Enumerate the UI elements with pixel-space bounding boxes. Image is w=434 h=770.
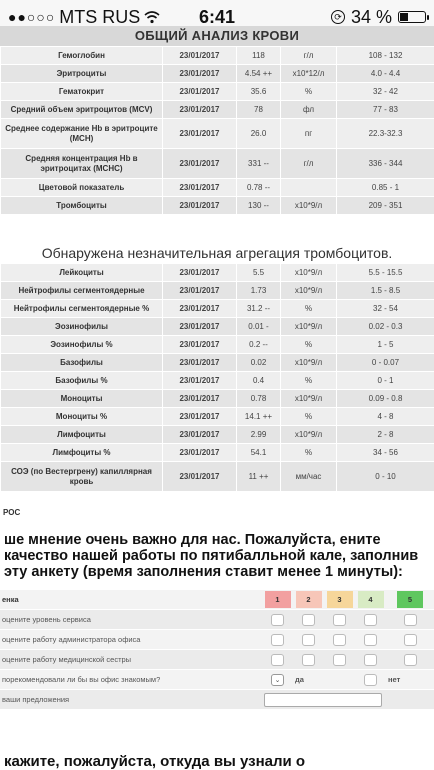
- result-value: 331 --: [237, 149, 281, 179]
- result-unit: %: [281, 83, 337, 101]
- score-label: 4: [358, 591, 384, 608]
- score-label: 1: [265, 591, 291, 608]
- rating-cell: [324, 630, 355, 650]
- table-row: [1, 282, 434, 300]
- result-name: Гемоглобин: [1, 47, 163, 65]
- rating-cell: [262, 630, 293, 650]
- table-title: ОБЩИЙ АНАЛИЗ КРОВИ: [0, 26, 434, 46]
- result-date: 23/01/2017: [163, 408, 237, 426]
- survey-source-question: кажите, пожалуйста, откуда вы узнали о: [4, 753, 306, 770]
- rating-question-label: оцените уровень сервиса: [0, 610, 262, 630]
- result-value: 0.2 --: [237, 336, 281, 354]
- survey-section: [0, 508, 434, 710]
- recommend-dropdown-cell: [262, 670, 293, 690]
- aggregation-notice: Обнаружена незначительная агрегация тромбоцитов.: [0, 227, 434, 263]
- rating-cell: [262, 610, 293, 630]
- table-row: [1, 264, 434, 282]
- table-row: [1, 354, 434, 372]
- table-row: [1, 462, 434, 492]
- survey-intro: ше мнение очень важно для нас. Пожалуйста, ените качество нашей работы по пятибалльной кале, заполнив эту анкету (время заполнения ставит менее 1 минуты):: [4, 532, 419, 580]
- table-row: [1, 149, 434, 179]
- rating-checkbox-1[interactable]: [271, 634, 284, 646]
- wifi-icon: [144, 10, 160, 24]
- rating-cell: [324, 610, 355, 630]
- result-name: Нейтрофилы сегментоядерные %: [1, 300, 163, 318]
- result-date: 23/01/2017: [163, 65, 237, 83]
- rating-checkbox-2[interactable]: [302, 614, 315, 626]
- rating-question-row: [0, 650, 434, 670]
- result-unit: г/л: [281, 47, 337, 65]
- result-unit: x10*9/л: [281, 390, 337, 408]
- result-name: Моноциты %: [1, 408, 163, 426]
- recommend-row: [0, 670, 434, 690]
- rating-table: [0, 590, 434, 710]
- result-date: 23/01/2017: [163, 354, 237, 372]
- rating-checkbox-4[interactable]: [364, 654, 377, 666]
- suggestions-label: ваши предложения: [0, 690, 262, 710]
- result-reference-range: 22.3-32.3: [337, 119, 434, 149]
- no-checkbox[interactable]: [364, 674, 377, 686]
- table-row: [1, 426, 434, 444]
- table-row: [1, 197, 434, 215]
- result-value: 26.0: [237, 119, 281, 149]
- rating-checkbox-1[interactable]: [271, 654, 284, 666]
- result-reference-range: 0 - 10: [337, 462, 434, 492]
- no-label: нет: [386, 670, 434, 690]
- rating-score-2: [293, 590, 324, 610]
- result-reference-range: 4.0 - 4.4: [337, 65, 434, 83]
- rating-header-label: енка: [0, 590, 262, 610]
- result-value: 0.78: [237, 390, 281, 408]
- result-unit: мм/час: [281, 462, 337, 492]
- rating-checkbox-5[interactable]: [404, 634, 417, 646]
- result-date: 23/01/2017: [163, 372, 237, 390]
- result-date: 23/01/2017: [163, 83, 237, 101]
- table-row: [1, 390, 434, 408]
- rating-header-row: [0, 590, 434, 610]
- rating-cell: [324, 650, 355, 670]
- result-reference-range: 32 - 54: [337, 300, 434, 318]
- result-value: 0.01 -: [237, 318, 281, 336]
- result-date: 23/01/2017: [163, 101, 237, 119]
- table-row: [1, 336, 434, 354]
- no-checkbox-cell: [355, 670, 386, 690]
- result-name: Среднее содержание Hb в эритроците (MCH): [1, 119, 163, 149]
- result-date: 23/01/2017: [163, 282, 237, 300]
- result-unit: %: [281, 300, 337, 318]
- rating-checkbox-5[interactable]: [404, 614, 417, 626]
- result-name: Средний объем эритроцитов (MCV): [1, 101, 163, 119]
- result-name: СОЭ (по Вестергрену) капиллярная кровь: [1, 462, 163, 492]
- result-reference-range: 0.02 - 0.3: [337, 318, 434, 336]
- result-reference-range: 0 - 0.07: [337, 354, 434, 372]
- result-unit: x10*9/л: [281, 197, 337, 215]
- result-reference-range: 34 - 56: [337, 444, 434, 462]
- result-name: Лейкоциты: [1, 264, 163, 282]
- result-value: 2.99: [237, 426, 281, 444]
- rating-score-3: [324, 590, 355, 610]
- result-name: Гематокрит: [1, 83, 163, 101]
- result-unit: [281, 179, 337, 197]
- result-name: Эритроциты: [1, 65, 163, 83]
- clock: 6:41: [198, 6, 236, 27]
- rating-cell: [386, 630, 434, 650]
- result-unit: %: [281, 372, 337, 390]
- rating-score-5: [386, 590, 434, 610]
- rating-checkbox-3[interactable]: [333, 614, 346, 626]
- result-unit: x10*9/л: [281, 318, 337, 336]
- rating-cell: [293, 650, 324, 670]
- result-reference-range: 2 - 8: [337, 426, 434, 444]
- results-table-bottom: [0, 263, 434, 492]
- result-value: 11 ++: [237, 462, 281, 492]
- result-unit: фл: [281, 101, 337, 119]
- result-reference-range: 32 - 42: [337, 83, 434, 101]
- rating-checkbox-4[interactable]: [364, 614, 377, 626]
- rating-cell: [355, 610, 386, 630]
- rating-cell: [386, 610, 434, 630]
- rating-cell: [355, 650, 386, 670]
- result-date: 23/01/2017: [163, 47, 237, 65]
- result-name: Лимфоциты: [1, 426, 163, 444]
- result-date: 23/01/2017: [163, 197, 237, 215]
- survey-tag: РОС: [3, 508, 21, 517]
- rating-checkbox-2[interactable]: [302, 654, 315, 666]
- rating-checkbox-2[interactable]: [302, 634, 315, 646]
- result-name: Эозинофилы %: [1, 336, 163, 354]
- table-row: [1, 300, 434, 318]
- rating-checkbox-4[interactable]: [364, 634, 377, 646]
- result-unit: x10*9/л: [281, 264, 337, 282]
- result-unit: x10*12/л: [281, 65, 337, 83]
- table-row: [1, 318, 434, 336]
- rating-checkbox-5[interactable]: [404, 654, 417, 666]
- result-name: Лимфоциты %: [1, 444, 163, 462]
- rating-score-4: [355, 590, 386, 610]
- result-reference-range: 1 - 5: [337, 336, 434, 354]
- result-unit: пг: [281, 119, 337, 149]
- result-name: Базофилы: [1, 354, 163, 372]
- table-row: [1, 444, 434, 462]
- result-value: 31.2 --: [237, 300, 281, 318]
- result-value: 1.73: [237, 282, 281, 300]
- suggestions-cell: [262, 690, 434, 710]
- table-row: [1, 83, 434, 101]
- result-unit: x10*9/л: [281, 282, 337, 300]
- rating-checkbox-1[interactable]: [271, 614, 284, 626]
- table-row: [1, 101, 434, 119]
- rating-cell: [262, 650, 293, 670]
- result-name: Базофилы %: [1, 372, 163, 390]
- result-value: 118: [237, 47, 281, 65]
- score-label: 3: [327, 591, 353, 608]
- result-reference-range: 336 - 344: [337, 149, 434, 179]
- rating-question-row: [0, 630, 434, 650]
- result-unit: %: [281, 444, 337, 462]
- rating-cell: [355, 630, 386, 650]
- result-value: 78: [237, 101, 281, 119]
- result-value: 4.54 ++: [237, 65, 281, 83]
- result-unit: г/л: [281, 149, 337, 179]
- result-name: Цветовой показатель: [1, 179, 163, 197]
- result-unit: x10*9/л: [281, 426, 337, 444]
- table-row: [1, 47, 434, 65]
- result-date: 23/01/2017: [163, 444, 237, 462]
- result-reference-range: 1.5 - 8.5: [337, 282, 434, 300]
- result-value: 54.1: [237, 444, 281, 462]
- result-reference-range: 0 - 1: [337, 372, 434, 390]
- result-date: 23/01/2017: [163, 426, 237, 444]
- result-date: 23/01/2017: [163, 300, 237, 318]
- rating-question-row: [0, 610, 434, 630]
- table-row: [1, 119, 434, 149]
- result-name: Моноциты: [1, 390, 163, 408]
- signal-strength-icon: ●●○○○: [8, 9, 56, 25]
- battery-percent: 34 %: [350, 6, 392, 27]
- battery-fill: [400, 13, 408, 21]
- rotation-lock-icon: ⟳: [331, 10, 345, 24]
- result-value: 130 --: [237, 197, 281, 215]
- result-date: 23/01/2017: [163, 462, 237, 492]
- result-reference-range: 0.09 - 0.8: [337, 390, 434, 408]
- carrier-name: MTS RUS: [59, 6, 141, 27]
- rating-question-label: оцените работу медицинской сестры: [0, 650, 262, 670]
- score-label: 5: [397, 591, 423, 608]
- rating-question-label: оцените работу администратора офиса: [0, 630, 262, 650]
- result-reference-range: 108 - 132: [337, 47, 434, 65]
- result-date: 23/01/2017: [163, 318, 237, 336]
- result-date: 23/01/2017: [163, 149, 237, 179]
- empty-cell: [324, 670, 355, 690]
- lab-results: [0, 26, 434, 492]
- rating-score-1: [262, 590, 293, 610]
- chevron-down-icon[interactable]: ⌄: [271, 674, 284, 686]
- yes-label: да: [293, 670, 324, 690]
- result-date: 23/01/2017: [163, 336, 237, 354]
- result-value: 0.78 --: [237, 179, 281, 197]
- result-reference-range: 4 - 8: [337, 408, 434, 426]
- result-value: 14.1 ++: [237, 408, 281, 426]
- result-value: 5.5: [237, 264, 281, 282]
- result-date: 23/01/2017: [163, 179, 237, 197]
- rating-cell: [293, 610, 324, 630]
- table-row: [1, 408, 434, 426]
- recommend-question: порекомендовали ли бы вы офис знакомым?: [0, 670, 262, 690]
- result-value: 35.6: [237, 83, 281, 101]
- score-label: 2: [296, 591, 322, 608]
- rating-cell: [386, 650, 434, 670]
- result-unit: %: [281, 336, 337, 354]
- rating-cell: [293, 630, 324, 650]
- result-reference-range: 5.5 - 15.5: [337, 264, 434, 282]
- result-unit: x10*9/л: [281, 354, 337, 372]
- result-value: 0.02: [237, 354, 281, 372]
- rating-checkbox-3[interactable]: [333, 654, 346, 666]
- rating-checkbox-3[interactable]: [333, 634, 346, 646]
- table-row: [1, 372, 434, 390]
- result-name: Тромбоциты: [1, 197, 163, 215]
- result-unit: %: [281, 408, 337, 426]
- suggestions-row: [0, 690, 434, 710]
- result-date: 23/01/2017: [163, 264, 237, 282]
- suggestions-input[interactable]: [264, 693, 382, 707]
- result-name: Средняя концентрация Hb в эритроцитах (MCHC): [1, 149, 163, 179]
- result-reference-range: 209 - 351: [337, 197, 434, 215]
- result-name: Нейтрофилы сегментоядерные: [1, 282, 163, 300]
- result-reference-range: 0.85 - 1: [337, 179, 434, 197]
- results-table-top: [0, 46, 434, 215]
- battery-icon: [398, 11, 426, 23]
- result-value: 0.4: [237, 372, 281, 390]
- table-row: [1, 65, 434, 83]
- result-name: Эозинофилы: [1, 318, 163, 336]
- spacer: [0, 215, 434, 227]
- status-right: [331, 7, 426, 28]
- status-left: [8, 7, 160, 28]
- result-date: 23/01/2017: [163, 390, 237, 408]
- result-reference-range: 77 - 83: [337, 101, 434, 119]
- table-row: [1, 179, 434, 197]
- result-date: 23/01/2017: [163, 119, 237, 149]
